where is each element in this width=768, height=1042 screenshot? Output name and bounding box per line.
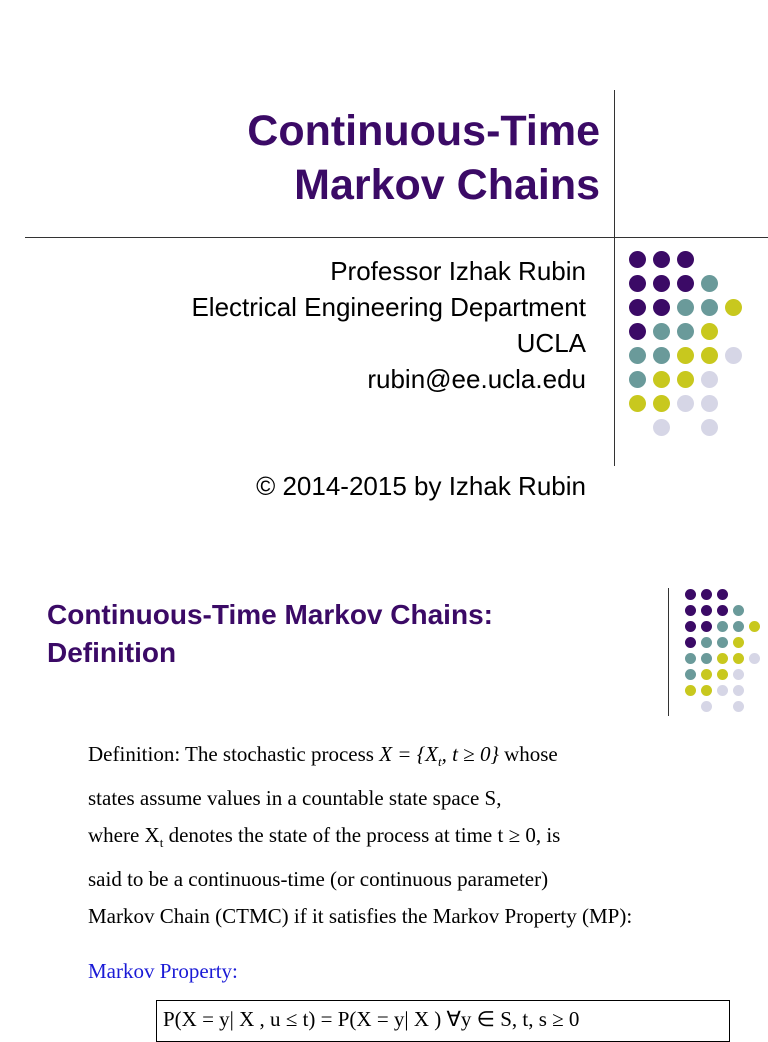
definition-line-2: states assume values in a countable state space S,	[88, 786, 502, 811]
decorative-dot	[733, 685, 744, 696]
decorative-dot	[685, 589, 696, 600]
decorative-dot	[653, 251, 670, 268]
definition-line-1	[88, 736, 632, 780]
decorative-dot	[733, 669, 744, 680]
decorative-dot	[701, 701, 712, 712]
definition-slide	[0, 556, 768, 1031]
line3-suffix: denotes the state of the process at time t ≥ 0, is	[163, 823, 561, 848]
decorative-dot	[701, 653, 712, 664]
definition-line-3	[88, 817, 632, 861]
decorative-dot	[677, 275, 694, 292]
math-set-rest: , t ≥ 0}	[441, 742, 499, 766]
decorative-dot	[733, 621, 744, 632]
decorative-dot	[717, 605, 728, 616]
decorative-dot	[717, 669, 728, 680]
line3-subscript: t	[159, 835, 164, 851]
decorative-dot	[701, 323, 718, 340]
decorative-dot	[701, 637, 712, 648]
decorative-dot	[629, 395, 646, 412]
decorative-dot	[685, 637, 696, 648]
definition-suffix: whose	[498, 742, 558, 766]
decorative-dot	[701, 371, 718, 388]
decorative-dot	[653, 347, 670, 364]
decorative-dot	[653, 323, 670, 340]
line3-prefix: where X	[88, 823, 160, 848]
decorative-dot	[629, 299, 646, 316]
math-subscript: t	[437, 754, 442, 770]
decorative-dot	[677, 347, 694, 364]
vertical-divider	[614, 90, 615, 466]
decorative-dot	[725, 347, 742, 364]
decorative-dot	[677, 251, 694, 268]
institution: UCLA	[516, 328, 586, 358]
author-name: Professor Izhak Rubin	[330, 256, 586, 286]
decorative-dot	[717, 653, 728, 664]
decorative-dot	[701, 685, 712, 696]
decorative-dot	[653, 419, 670, 436]
decorative-dot	[717, 589, 728, 600]
math-set-open: X = {X	[379, 742, 438, 766]
decorative-dot	[701, 347, 718, 364]
slide-title	[47, 596, 493, 672]
title-line-1: Continuous-Time	[247, 107, 600, 155]
decorative-dot	[629, 251, 646, 268]
decorative-dot	[677, 299, 694, 316]
decorative-dot	[725, 299, 742, 316]
decorative-dot	[677, 395, 694, 412]
definition-prefix: Definition: The stochastic process	[88, 742, 380, 766]
decorative-dot	[701, 299, 718, 316]
definition-line-4: said to be a continuous-time (or continuous parameter)	[88, 867, 549, 892]
definition-text	[88, 736, 632, 935]
decorative-dot	[701, 395, 718, 412]
author-info	[191, 253, 586, 397]
decorative-dot	[701, 589, 712, 600]
markov-property-label: Markov Property:	[88, 959, 238, 983]
process-symbol	[379, 742, 499, 770]
decorative-dot	[701, 275, 718, 292]
decorative-dot	[685, 653, 696, 664]
slide-title	[247, 104, 600, 212]
decorative-dot	[701, 419, 718, 436]
formula-text: P(X = y| X , u ≤ t) = P(X = y| X ) ∀y ∈ S, t, s ≥ 0	[163, 1007, 580, 1031]
department: Electrical Engineering Department	[191, 292, 586, 322]
horizontal-divider	[25, 237, 768, 238]
decorative-dot	[677, 371, 694, 388]
title-line-1: Continuous-Time Markov Chains:	[47, 599, 493, 630]
markov-property-formula	[156, 1000, 730, 1042]
title-line-2: Definition	[47, 637, 177, 668]
decorative-dot	[685, 621, 696, 632]
decorative-dot	[685, 605, 696, 616]
decorative-dot	[677, 323, 694, 340]
decorative-dot	[733, 605, 744, 616]
decorative-dot	[717, 621, 728, 632]
decorative-dot	[733, 653, 744, 664]
definition-line-5: Markov Chain (CTMC) if it satisfies the Markov Property (MP):	[88, 904, 633, 929]
decorative-dot	[749, 653, 760, 664]
decorative-dot	[717, 685, 728, 696]
decorative-dot	[653, 395, 670, 412]
decorative-dot	[685, 669, 696, 680]
email: rubin@ee.ucla.edu	[367, 364, 586, 394]
decorative-dot	[685, 685, 696, 696]
decorative-dot	[653, 275, 670, 292]
decorative-dot	[701, 621, 712, 632]
copyright-notice: © 2014-2015 by Izhak Rubin	[256, 471, 586, 501]
decorative-dot	[629, 275, 646, 292]
decorative-dot	[733, 701, 744, 712]
decorative-dot	[653, 371, 670, 388]
decorative-dot	[701, 605, 712, 616]
title-line-2: Markov Chains	[294, 161, 600, 209]
decorative-dot	[629, 347, 646, 364]
decorative-dot	[717, 637, 728, 648]
decorative-dot	[629, 323, 646, 340]
decorative-dot	[701, 669, 712, 680]
decorative-dot	[653, 299, 670, 316]
decorative-dot	[629, 371, 646, 388]
decorative-dot	[733, 637, 744, 648]
vertical-divider	[668, 588, 669, 716]
decorative-dot	[749, 621, 760, 632]
